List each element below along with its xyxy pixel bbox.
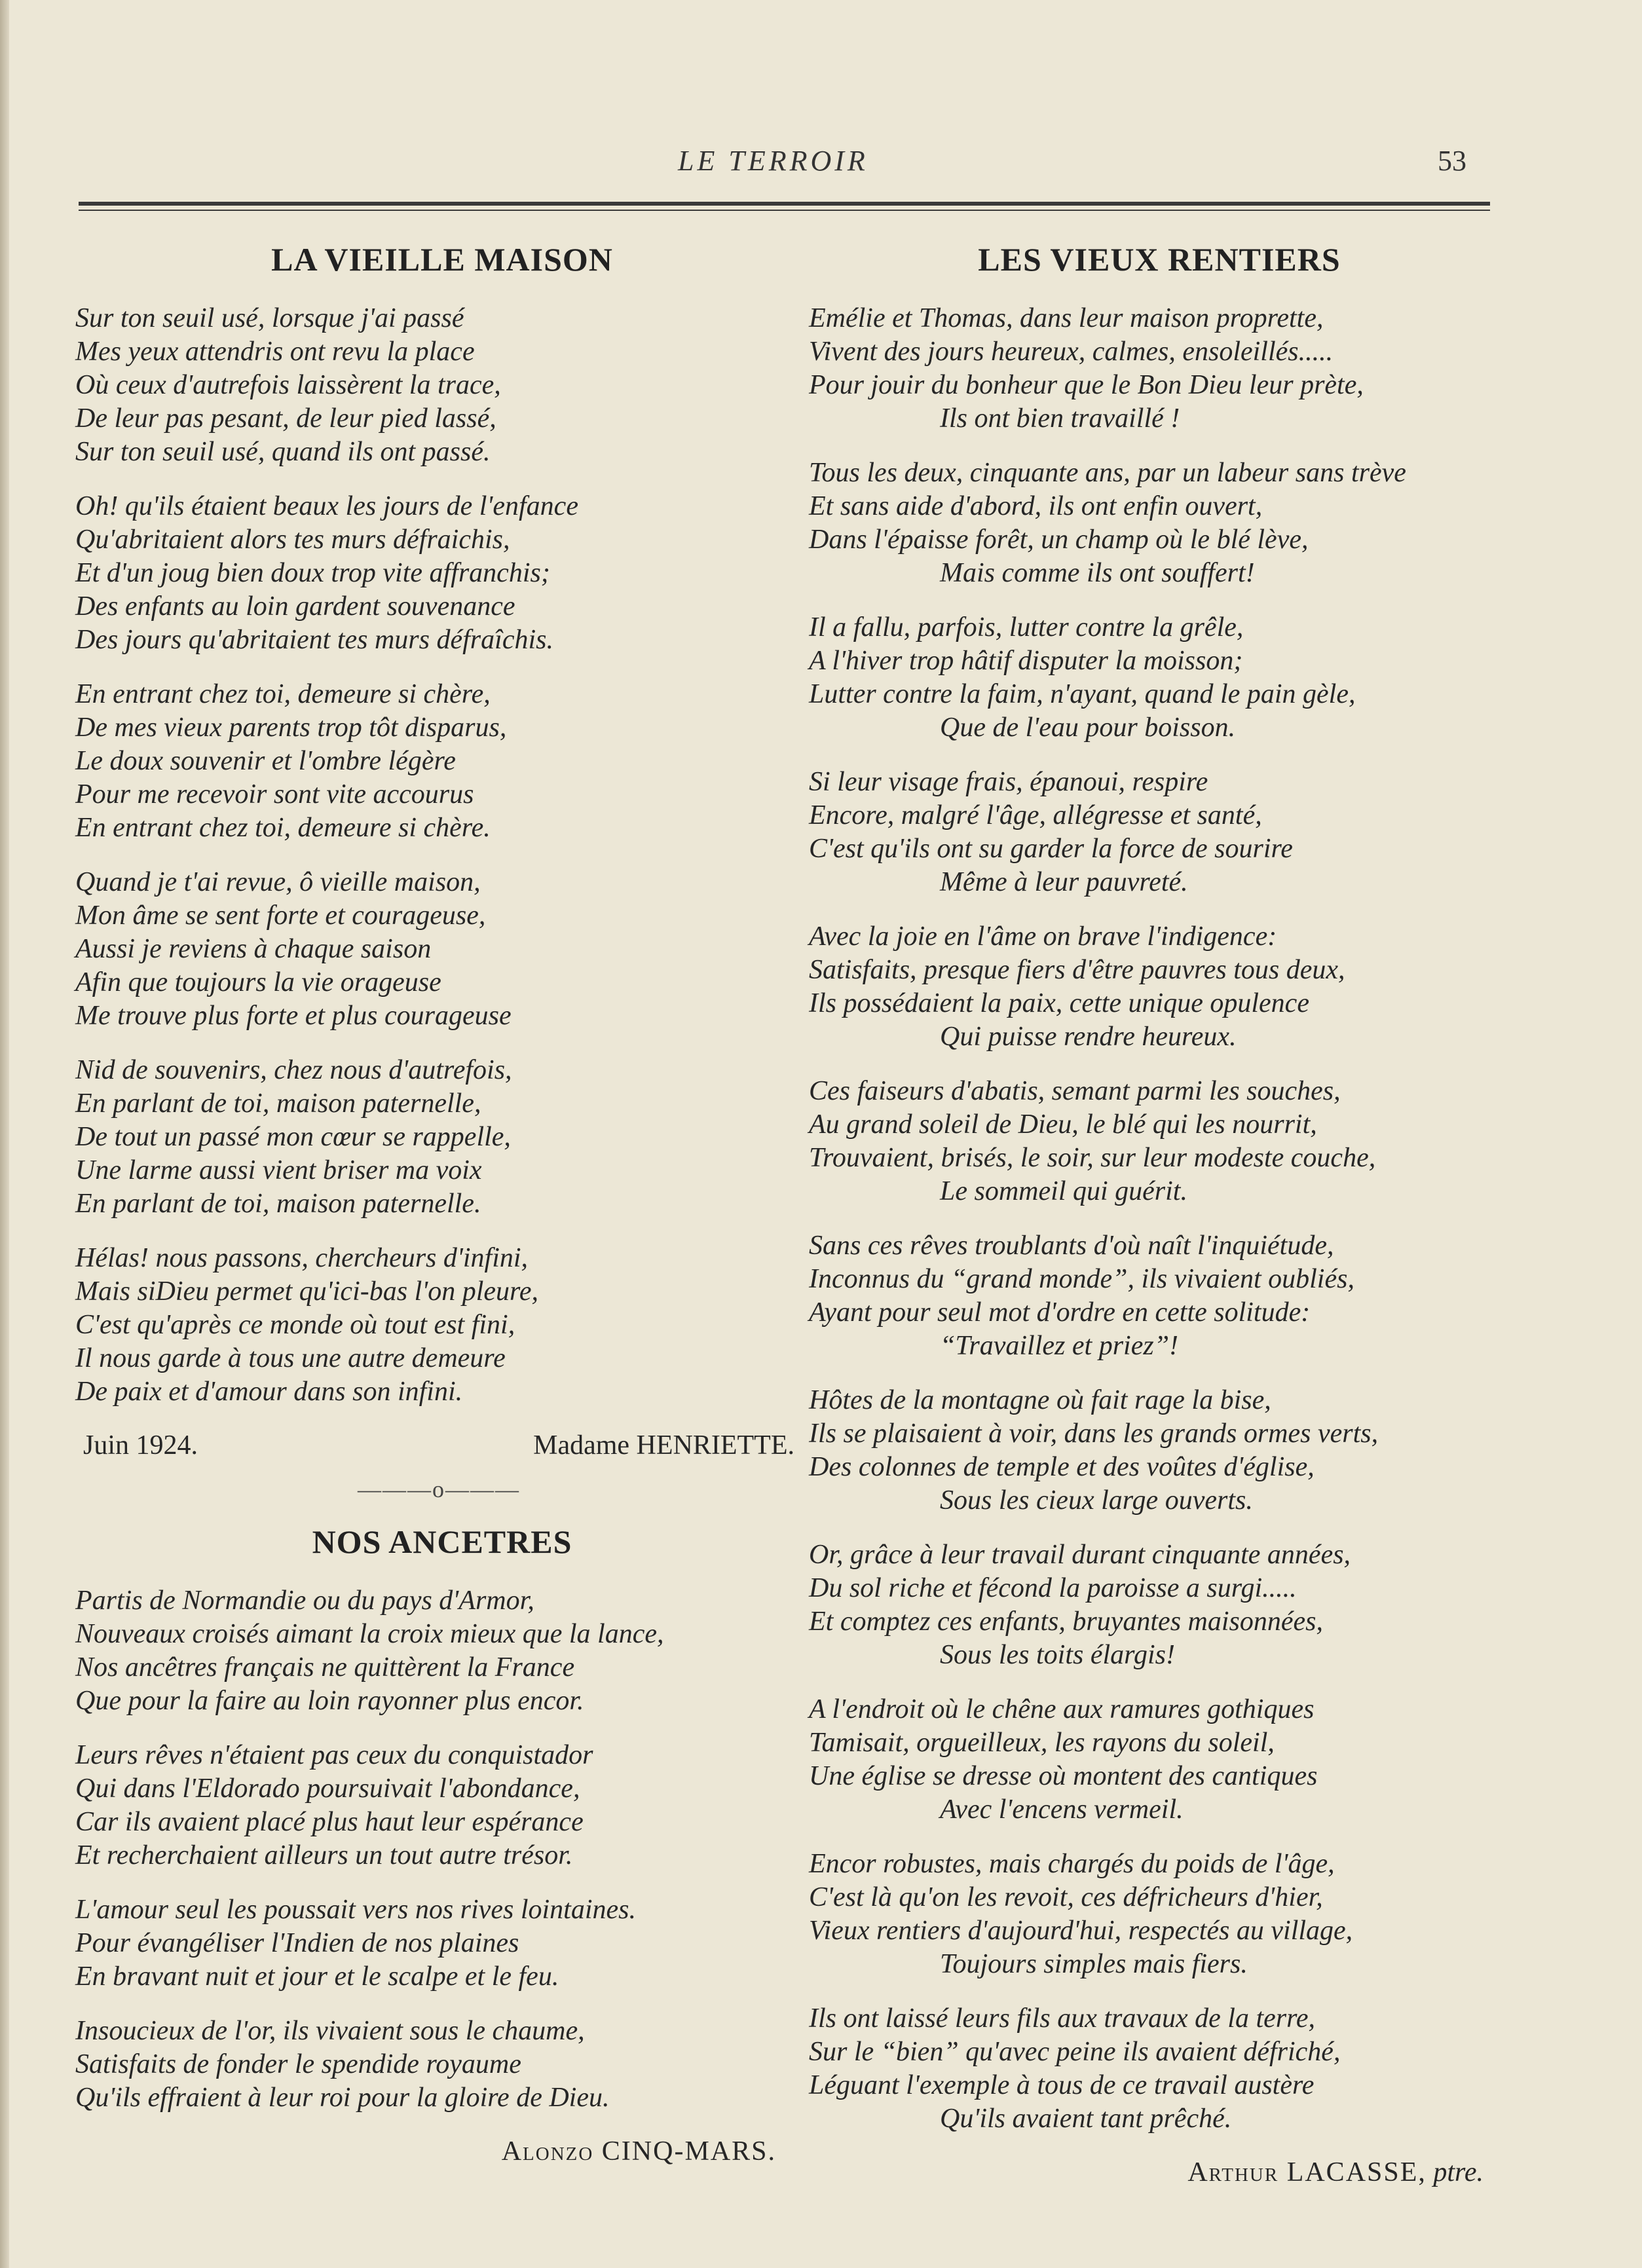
verse-line: Et comptez ces enfants, bruyantes maisonnées,	[809, 1607, 1324, 1637]
poem-signoff	[75, 1430, 802, 1461]
poem-author	[809, 2157, 1510, 2188]
verse-line: Sous les cieux large ouverts.	[940, 1485, 1253, 1515]
page-spine-edge	[0, 0, 9, 2268]
stanza	[809, 920, 1510, 1054]
verse-line: Me trouve plus forte et plus courageuse	[75, 1001, 512, 1031]
verse-line: Hôtes de la montagne où fait rage la bise,	[809, 1385, 1271, 1415]
verse-line: Des colonnes de temple et des voûtes d'église,	[809, 1452, 1315, 1482]
verse-line: Hélas! nous passons, chercheurs d'infini,	[75, 1243, 529, 1273]
poem-title: LA VIEILLE MAISON	[271, 241, 613, 278]
verse-line: C'est qu'après ce monde où tout est fini,	[75, 1310, 515, 1340]
header-rule-thick	[79, 202, 1490, 206]
verse-line: Et recherchaient ailleurs un tout autre trésor.	[75, 1840, 573, 1870]
author-name: Arthur LACASSE,	[1187, 2157, 1427, 2187]
stanza	[75, 2015, 802, 2115]
verse-line: Or, grâce à leur travail durant cinquante années,	[809, 1540, 1351, 1570]
verse-line: Dans l'épaisse forêt, un champ où le blé lève,	[809, 525, 1309, 555]
verse-line: Mais siDieu permet qu'ici-bas l'on pleure,	[75, 1276, 538, 1307]
verse-line: Des jours qu'abritaient tes murs défraîchis.	[75, 625, 553, 655]
verse-line: Et sans aide d'abord, ils ont enfin ouvert,	[809, 491, 1263, 521]
verse-line: Qui dans l'Eldorado poursuivait l'abondance,	[75, 1774, 580, 1804]
verse-line: Aussi je reviens à chaque saison	[75, 934, 432, 964]
header-rule-thin	[79, 210, 1490, 211]
stanza	[809, 1848, 1510, 1981]
verse-line: Qu'ils effraient à leur roi pour la gloire de Dieu.	[75, 2083, 610, 2113]
verse-line: Il nous garde à tous une autre demeure	[75, 1343, 506, 1373]
verse-line: Encor robustes, mais chargés du poids de l'âge,	[809, 1849, 1335, 1879]
verse-line: Mais comme ils ont souffert!	[940, 558, 1255, 588]
verse-line: Que de l'eau pour boisson.	[940, 713, 1236, 743]
verse-line: “Travaillez et priez”!	[940, 1331, 1179, 1361]
verse-line: C'est qu'ils ont su garder la force de sourire	[809, 834, 1293, 864]
verse-line: En entrant chez toi, demeure si chère.	[75, 813, 491, 843]
poem-title: NOS ANCETRES	[312, 1523, 572, 1560]
stanza	[809, 1075, 1510, 1208]
verse-line: Encore, malgré l'âge, allégresse et santé,	[809, 800, 1262, 830]
verse-line: En parlant de toi, maison paternelle,	[75, 1088, 481, 1119]
stanza	[75, 490, 802, 657]
stanza	[809, 1229, 1510, 1363]
stanza	[809, 766, 1510, 899]
verse-line: Ils se plaisaient à voir, dans les grands ormes verts,	[809, 1419, 1379, 1449]
poem-la-vieille-maison	[75, 240, 802, 1461]
verse-line: Sur le “bien” qu'avec peine ils avaient défriché,	[809, 2037, 1341, 2067]
verse-line: Au grand soleil de Dieu, le blé qui les nourrit,	[809, 1109, 1317, 1140]
verse-line: Du sol riche et fécond la paroisse a surgi.....	[809, 1573, 1297, 1603]
verse-line: Satisfaits, presque fiers d'être pauvres tous deux,	[809, 955, 1345, 985]
verse-line: Qu'ils avaient tant prêché.	[940, 2104, 1232, 2134]
verse-line: Ils ont bien travaillé !	[940, 403, 1180, 434]
verse-line: Le doux souvenir et l'ombre légère	[75, 746, 456, 776]
verse-line: A l'hiver trop hâtif disputer la moisson;	[809, 646, 1243, 676]
verse-line: L'amour seul les poussait vers nos rives lointaines.	[75, 1895, 636, 1925]
verse-line: Il a fallu, parfois, lutter contre la grêle,	[809, 612, 1244, 642]
verse-line: Même à leur pauvreté.	[940, 867, 1188, 897]
verse-line: En parlant de toi, maison paternelle.	[75, 1189, 481, 1219]
poem-date: Juin 1924.	[83, 1430, 198, 1460]
author-name: Alonzo CINQ-MARS.	[501, 2136, 776, 2166]
verse-line: Car ils avaient placé plus haut leur espérance	[75, 1807, 584, 1837]
verse-line: Tamisait, orgueilleux, les rayons du soleil,	[809, 1728, 1275, 1758]
verse-line: Avec l'encens vermeil.	[940, 1794, 1184, 1825]
verse-line: Des enfants au loin gardent souvenance	[75, 591, 515, 622]
verse-line: Emélie et Thomas, dans leur maison proprette,	[809, 303, 1324, 333]
verse-line: Une larme aussi vient briser ma voix	[75, 1155, 482, 1185]
verse-line: Ils ont laissé leurs fils aux travaux de la terre,	[809, 2003, 1316, 2034]
verse-line: Le sommeil qui guérit.	[940, 1176, 1187, 1206]
stanza	[75, 1242, 802, 1409]
verse-line: De leur pas pesant, de leur pied lassé,	[75, 403, 496, 434]
stanza	[75, 302, 802, 469]
verse-line: De tout un passé mon cœur se rappelle,	[75, 1122, 511, 1152]
stanza	[809, 611, 1510, 745]
journal-title: LE TERROIR	[678, 145, 868, 177]
verse-line: Sur ton seuil usé, lorsque j'ai passé	[75, 303, 464, 333]
verse-line: Lutter contre la faim, n'ayant, quand le pain gèle,	[809, 679, 1356, 709]
verse-line: Que pour la faire au loin rayonner plus encor.	[75, 1686, 584, 1716]
verse-line: C'est là qu'on les revoit, ces défricheurs d'hier,	[809, 1882, 1323, 1912]
verse-line: Quand je t'ai revue, ô vieille maison,	[75, 867, 481, 897]
verse-line: De mes vieux parents trop tôt disparus,	[75, 713, 507, 743]
verse-line: Oh! qu'ils étaient beaux les jours de l'enfance	[75, 491, 578, 521]
verse-line: Nid de souvenirs, chez nous d'autrefois,	[75, 1055, 512, 1085]
running-header	[0, 144, 1642, 183]
verse-line: Afin que toujours la vie orageuse	[75, 967, 441, 997]
verse-line: De paix et d'amour dans son infini.	[75, 1377, 463, 1407]
verse-line: Vieux rentiers d'aujourd'hui, respectés au village,	[809, 1916, 1353, 1946]
verse-line: Pour me recevoir sont vite accourus	[75, 779, 474, 809]
verse-line: Nouveaux croisés aimant la croix mieux que la lance,	[75, 1619, 664, 1649]
verse-line: Toujours simples mais fiers.	[940, 1949, 1248, 1979]
verse-line: Partis de Normandie ou du pays d'Armor,	[75, 1586, 534, 1616]
verse-line: Pour jouir du bonheur que le Bon Dieu leur prète,	[809, 370, 1364, 400]
stanza	[809, 1538, 1510, 1672]
stanza	[809, 302, 1510, 436]
verse-line: Inconnus du “grand monde”, ils vivaient oubliés,	[809, 1264, 1354, 1294]
page-number: 53	[1438, 145, 1466, 177]
verse-line: Vivent des jours heureux, calmes, ensoleillés.....	[809, 337, 1334, 367]
verse-line: Pour évangéliser l'Indien de nos plaines	[75, 1928, 519, 1958]
stanza	[809, 1693, 1510, 1827]
verse-line: Où ceux d'autrefois laissèrent la trace,	[75, 370, 501, 400]
verse-line: A l'endroit où le chêne aux ramures gothiques	[809, 1694, 1315, 1724]
section-separator: ———o———	[358, 1476, 520, 1502]
poem-les-vieux-rentiers	[809, 240, 1510, 2188]
verse-line: Sur ton seuil usé, quand ils ont passé.	[75, 437, 491, 467]
verse-line: Trouvaient, brisés, le soir, sur leur modeste couche,	[809, 1143, 1376, 1173]
verse-line: Ces faiseurs d'abatis, semant parmi les souches,	[809, 1076, 1341, 1106]
stanza	[809, 2002, 1510, 2136]
author-suffix: ptre.	[1433, 2157, 1483, 2187]
verse-line: Insoucieux de l'or, ils vivaient sous le chaume,	[75, 2016, 585, 2046]
poem-title: LES VIEUX RENTIERS	[978, 241, 1341, 278]
stanza	[809, 456, 1510, 590]
verse-line: En entrant chez toi, demeure si chère,	[75, 679, 491, 709]
stanza	[75, 866, 802, 1033]
verse-line: Qui puisse rendre heureux.	[940, 1022, 1237, 1052]
verse-line: Si leur visage frais, épanoui, respire	[809, 767, 1208, 797]
verse-line: Et d'un joug bien doux trop vite affranchis;	[75, 558, 550, 588]
verse-line: Leurs rêves n'étaient pas ceux du conquistador	[75, 1740, 593, 1770]
poem-author: Madame HENRIETTE.	[533, 1430, 794, 1460]
stanza	[75, 1893, 802, 1994]
stanza	[75, 1739, 802, 1872]
stanza	[809, 1384, 1510, 1517]
verse-line: Qu'abritaient alors tes murs défraichis,	[75, 525, 510, 555]
verse-line: Léguant l'exemple à tous de ce travail austère	[809, 2070, 1315, 2100]
verse-line: Sous les toits élargis!	[940, 1640, 1175, 1670]
poem-author	[75, 2136, 802, 2167]
poem-nos-ancetres	[75, 1523, 802, 2167]
verse-line: Mon âme se sent forte et courageuse,	[75, 901, 486, 931]
stanza	[75, 678, 802, 845]
stanza	[75, 1054, 802, 1221]
verse-line: Ils possédaient la paix, cette unique opulence	[809, 988, 1309, 1018]
verse-line: Une église se dresse où montent des cantiques	[809, 1761, 1318, 1791]
verse-line: Mes yeux attendris ont revu la place	[75, 337, 475, 367]
left-column	[75, 232, 802, 2167]
verse-line: Ayant pour seul mot d'ordre en cette solitude:	[809, 1297, 1311, 1328]
stanza	[75, 1584, 802, 1718]
verse-line: Tous les deux, cinquante ans, par un labeur sans trève	[809, 458, 1406, 488]
verse-line: Avec la joie en l'âme on brave l'indigence:	[809, 921, 1277, 952]
verse-line: En bravant nuit et jour et le scalpe et le feu.	[75, 1961, 559, 1992]
verse-line: Nos ancêtres français ne quittèrent la France	[75, 1652, 575, 1682]
right-column	[809, 232, 1510, 2188]
verse-line: Sans ces rêves troublants d'où naît l'inquiétude,	[809, 1231, 1334, 1261]
verse-line: Satisfaits de fonder le spendide royaume	[75, 2049, 521, 2079]
